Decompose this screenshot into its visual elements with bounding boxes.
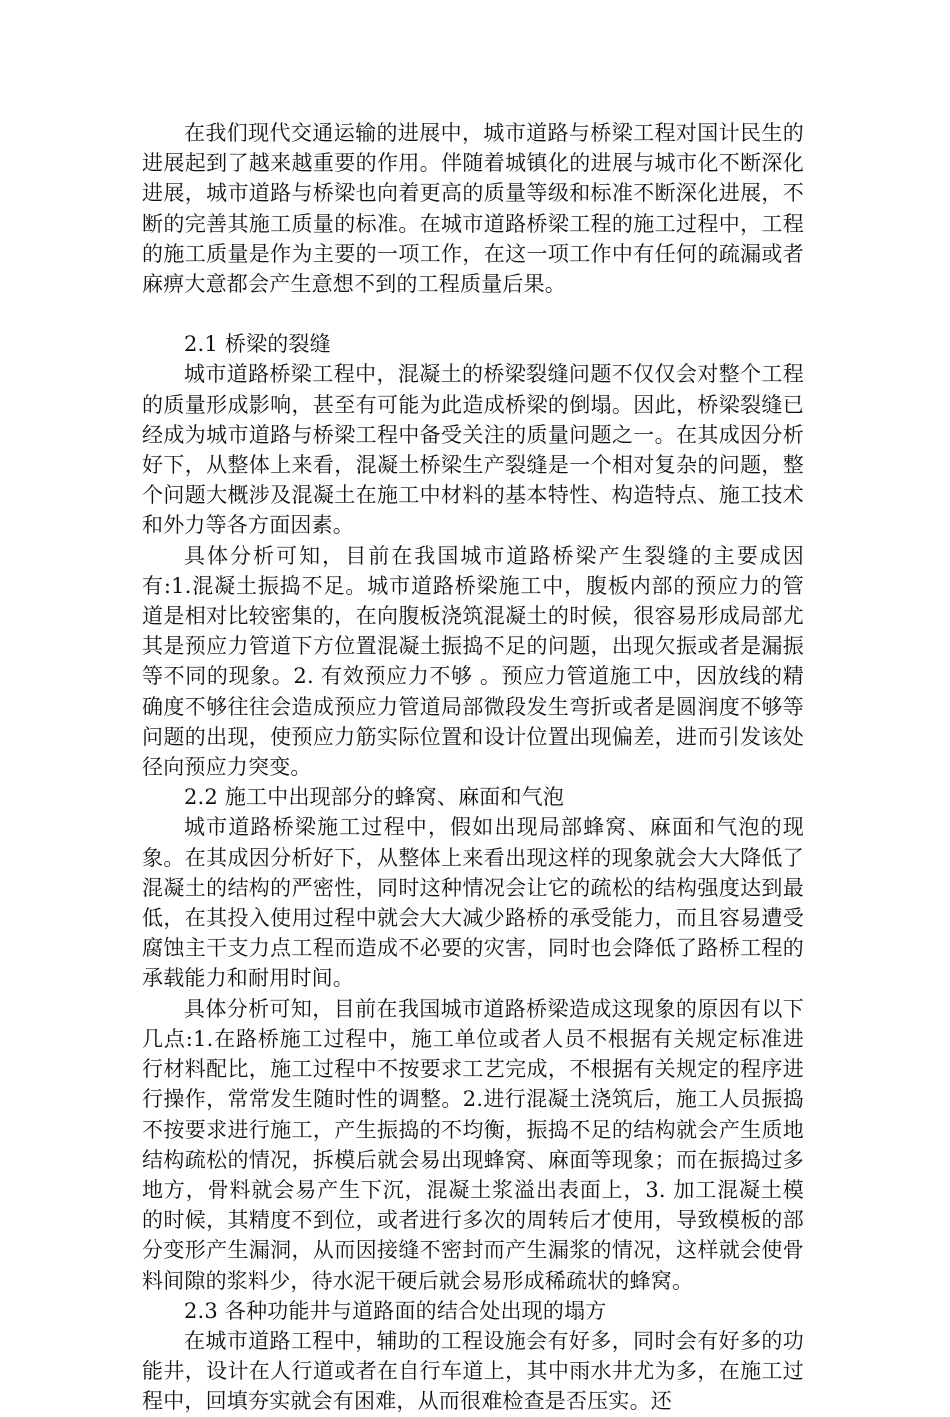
section-2-2-paragraph-2: 具体分析可知，目前在我国城市道路桥梁造成这现象的原因有以下几点:1.在路桥施工过程中，施工单位或者人员不根据有关规定标准进行材料配比，施工过程中不按要求工艺完成，不根据有关规定的程序进行操作，常常发生随时性的调整。2.进行混凝土浇筑后，施工人员振捣不按要求进行施工，产生振捣的不均衡，振捣不足的结构就会产生质地结构疏松的情况，拆模后就会易出现蜂窝、麻面等现象；而在振捣过多地方，骨料就会易产生下沉，混凝土浆溢出表面上，3. 加工混凝土模的时候，其精度不到位，或者进行多次的周转后才使用，导致模板的部分变形产生漏洞，从而因接缝不密封而产生漏浆的情况，这样就会使骨料间隙的浆料少，待水泥干硬后就会易形成稀疏状的蜂窝。 — [142, 996, 804, 1293]
section-heading-2-3: 2.3 各种功能井与道路面的结合处出现的塌方 — [184, 1298, 607, 1323]
section-2-1-paragraph-2: 具体分析可知，目前在我国城市道路桥梁产生裂缝的主要成因有:1.混凝土振捣不足。城市道路桥梁施工中，腹板内部的预应力的管道是相对比较密集的，在向腹板浇筑混凝土的时候，很容易形成局部尤其是预应力管道下方位置混凝土振捣不足的问题，出现欠振或者是漏振等不同的现象。2. 有效预应力不够 。预应力管道施工中，因放线的精确度不够往往会造成预应力管道局部微段发生弯折或者是圆润度不够等问题的出现，使预应力筋实际位置和设计位置出现偏差，进而引发该处径向预应力突变。 — [142, 543, 804, 780]
section-heading-2-2: 2.2 施工中出现部分的蜂窝、麻面和气泡 — [184, 785, 565, 810]
section-heading-2-1: 2.1 桥梁的裂缝 — [184, 332, 331, 357]
section-2-3-paragraph-1: 在城市道路工程中，辅助的工程设施会有好多，同时会有好多的功能井，设计在人行道或者在自行车道上，其中雨水井尤为多，在施工过程中，回填夯实就会有困难，从而很难检查是否压实。还 — [142, 1328, 804, 1414]
document-body — [142, 118, 804, 1417]
paragraph-gap — [142, 299, 804, 329]
intro-paragraph: 在我们现代交通运输的进展中，城市道路与桥梁工程对国计民生的进展起到了越来越重要的作用。伴随着城镇化的进展与城市化不断深化进展，城市道路与桥梁也向着更高的质量等级和标准不断深化进展，不断的完善其施工质量的标准。在城市道路桥梁工程的施工过程中，工程的施工质量是作为主要的一项工作，在这一项工作中有任何的疏漏或者麻痹大意都会产生意想不到的工程质量后果。 — [142, 121, 804, 297]
section-2-2-paragraph-1: 城市道路桥梁施工过程中，假如出现局部蜂窝、麻面和气泡的现象。在其成因分析好下，从整体上来看出现这样的现象就会大大降低了混凝土的结构的严密性，同时这种情况会让它的疏松的结构强度达到最低，在其投入使用过程中就会大大减少路桥的承受能力，而且容易遭受腐蚀主干支力点工程而造成不必要的灾害，同时也会降低了路桥工程的承载能力和耐用时间。 — [142, 815, 804, 991]
section-2-1-paragraph-1: 城市道路桥梁工程中，混凝土的桥梁裂缝问题不仅仅会对整个工程的质量形成影响，甚至有可能为此造成桥梁的倒塌。因此，桥梁裂缝已经成为城市道路与桥梁工程中备受关注的质量问题之一。在其成因分析好下，从整体上来看，混凝土桥梁生产裂缝是一个相对复杂的问题，整个问题大概涉及混凝土在施工中材料的基本特性、构造特点、施工技术和外力等各方面因素。 — [142, 362, 804, 538]
